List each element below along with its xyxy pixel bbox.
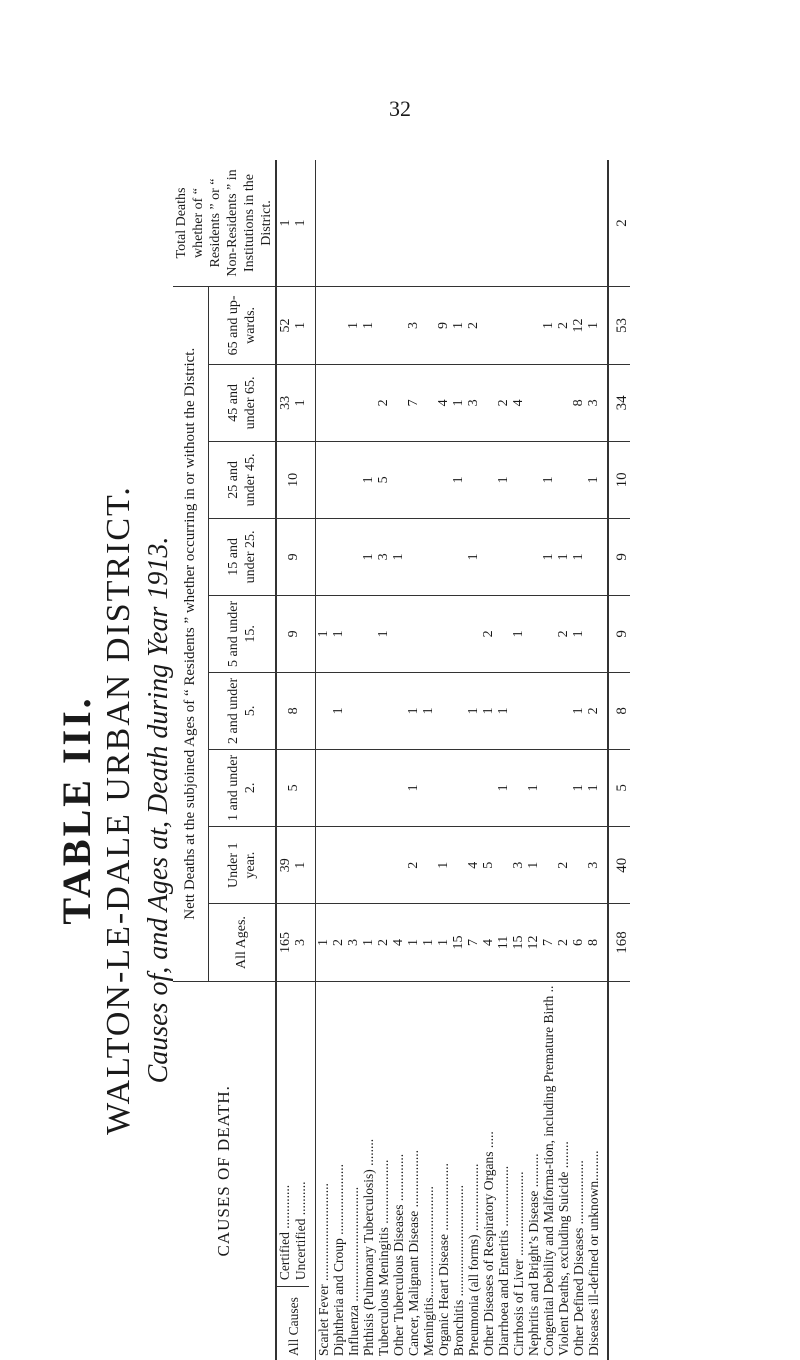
cause-row xyxy=(361,160,376,1360)
value-cell xyxy=(451,826,466,904)
value-cell: 1 xyxy=(346,286,361,364)
value-cell: 1 xyxy=(496,441,511,518)
value-cell: 1 xyxy=(496,672,511,749)
certified-value: 33 xyxy=(278,395,293,410)
value-cell: 1 xyxy=(556,518,571,595)
value-cell xyxy=(421,749,436,826)
value-cell: 1 xyxy=(526,826,541,904)
value-cell: 2 xyxy=(608,160,630,286)
uncertified-value: 3 xyxy=(293,939,308,947)
value-cell xyxy=(391,826,406,904)
value-cell: 2 xyxy=(496,364,511,441)
cause-label: Scarlet Fever ............................. xyxy=(316,981,332,1360)
value-cell: 10 xyxy=(608,441,630,518)
cause-label: Diseases ill-defined or unknown......... xyxy=(586,981,608,1360)
value-cell: 9 xyxy=(608,595,630,672)
value-cell xyxy=(511,160,526,286)
value-cell xyxy=(541,160,556,286)
value-cell xyxy=(361,826,376,904)
value-cell xyxy=(481,364,496,441)
value-cell xyxy=(436,595,451,672)
totals-row xyxy=(608,160,630,1360)
uncertified-value: 1 xyxy=(293,219,308,227)
cause-row xyxy=(496,160,511,1360)
value-cell: 3 xyxy=(406,286,421,364)
value-cell: 1 xyxy=(406,672,421,749)
cause-label: Bronchitis ................................. xyxy=(451,981,466,1360)
value-cell: 2 xyxy=(376,364,391,441)
certified-value: 10 xyxy=(285,472,301,487)
total-deaths-header: Total Deaths whether of “ Residents ” or “ Non-Residents ” in Institutions in the District. xyxy=(173,160,276,286)
all-causes-value-cell xyxy=(276,364,316,441)
value-cell: 6 xyxy=(571,904,586,981)
age-header: 65 and up-wards. xyxy=(208,286,276,364)
value-cell xyxy=(346,826,361,904)
value-cell xyxy=(346,749,361,826)
value-cell xyxy=(436,749,451,826)
cause-row xyxy=(391,160,406,1360)
value-cell xyxy=(451,749,466,826)
value-cell: 1 xyxy=(571,518,586,595)
value-cell: 1 xyxy=(451,441,466,518)
value-cell xyxy=(376,749,391,826)
uncertified-label: Uncertified .......... xyxy=(293,1181,308,1281)
value-cell: 1 xyxy=(361,286,376,364)
certified-value: 52 xyxy=(278,318,293,333)
value-cell: 1 xyxy=(406,749,421,826)
age-header: Under 1 year. xyxy=(208,826,276,904)
value-cell: 1 xyxy=(451,286,466,364)
value-cell xyxy=(466,160,481,286)
all-causes-value-cell xyxy=(276,160,316,286)
all-causes-row xyxy=(276,160,316,1360)
value-cell xyxy=(376,286,391,364)
cause-label: Other Defined Diseases ................... xyxy=(571,981,586,1360)
age-header: 1 and under 2. xyxy=(208,749,276,826)
cause-label: Pneumonia (all forms) .................... xyxy=(466,981,481,1360)
table-body xyxy=(276,160,608,1360)
certified-value: 8 xyxy=(285,707,301,715)
cause-label: Tuberculous Meningitis ................... xyxy=(376,981,391,1360)
value-cell: 3 xyxy=(346,904,361,981)
value-cell xyxy=(511,749,526,826)
value-cell xyxy=(556,160,571,286)
value-cell: 1 xyxy=(541,441,556,518)
cause-row xyxy=(481,160,496,1360)
value-cell xyxy=(346,518,361,595)
all-causes-value-cell xyxy=(276,595,316,672)
cause-label: Meningitis................................. xyxy=(421,981,436,1360)
certified-value: 165 xyxy=(278,932,293,954)
value-cell xyxy=(511,518,526,595)
value-cell xyxy=(331,286,346,364)
uncertified-value: 1 xyxy=(293,321,308,329)
value-cell: 2 xyxy=(556,826,571,904)
value-cell xyxy=(556,672,571,749)
deaths-table xyxy=(173,160,630,1360)
value-cell: 2 xyxy=(556,286,571,364)
value-cell: 5 xyxy=(376,441,391,518)
value-cell: 7 xyxy=(466,904,481,981)
value-cell xyxy=(571,160,586,286)
value-cell: 4 xyxy=(391,904,406,981)
age-header: All Ages. xyxy=(208,904,276,981)
value-cell: 5 xyxy=(608,749,630,826)
value-cell xyxy=(436,441,451,518)
value-cell: 2 xyxy=(466,286,481,364)
value-cell xyxy=(526,286,541,364)
cause-label: Nephritis and Bright’s Disease .......... xyxy=(526,981,541,1360)
value-cell xyxy=(406,595,421,672)
value-cell xyxy=(316,160,332,286)
value-cell xyxy=(391,749,406,826)
value-cell xyxy=(406,441,421,518)
value-cell xyxy=(316,364,332,441)
cause-row xyxy=(451,160,466,1360)
value-cell xyxy=(541,595,556,672)
value-cell xyxy=(511,286,526,364)
value-cell xyxy=(421,595,436,672)
value-cell: 1 xyxy=(496,749,511,826)
value-cell xyxy=(346,441,361,518)
age-header: 45 and under 65. xyxy=(208,364,276,441)
value-cell xyxy=(346,595,361,672)
value-cell: 1 xyxy=(421,672,436,749)
value-cell: 12 xyxy=(571,286,586,364)
value-cell: 1 xyxy=(451,364,466,441)
value-cell xyxy=(316,672,332,749)
value-cell xyxy=(376,160,391,286)
value-cell xyxy=(316,518,332,595)
value-cell xyxy=(436,518,451,595)
uncertified-value: 1 xyxy=(293,861,308,869)
value-cell: 1 xyxy=(331,672,346,749)
value-cell xyxy=(361,160,376,286)
all-causes-value-cell xyxy=(276,749,316,826)
value-cell: 1 xyxy=(541,286,556,364)
value-cell: 1 xyxy=(586,749,608,826)
value-cell xyxy=(361,672,376,749)
cause-row xyxy=(376,160,391,1360)
value-cell xyxy=(541,364,556,441)
value-cell xyxy=(571,441,586,518)
cause-label: Violent Deaths, excluding Suicide ........ xyxy=(556,981,571,1360)
rotated-table-sheet xyxy=(55,140,755,1360)
certified-value: 9 xyxy=(285,553,301,561)
value-cell xyxy=(541,749,556,826)
value-cell xyxy=(316,441,332,518)
value-cell xyxy=(481,441,496,518)
value-cell xyxy=(331,364,346,441)
value-cell: 40 xyxy=(608,826,630,904)
cause-label: Congenital Debility and Malforma-tion, including Premature Birth .. xyxy=(541,981,556,1360)
value-cell xyxy=(451,672,466,749)
value-cell xyxy=(481,286,496,364)
value-cell xyxy=(481,160,496,286)
value-cell xyxy=(361,595,376,672)
cause-label: Organic Heart Disease .................... xyxy=(436,981,451,1360)
cause-row xyxy=(421,160,436,1360)
value-cell: 1 xyxy=(406,904,421,981)
certified-value: 39 xyxy=(278,858,293,873)
value-cell xyxy=(391,672,406,749)
value-cell xyxy=(361,749,376,826)
causes-header: CAUSES OF DEATH. xyxy=(173,981,276,1360)
value-cell: 1 xyxy=(466,672,481,749)
value-cell: 2 xyxy=(331,904,346,981)
value-cell: 1 xyxy=(331,595,346,672)
value-cell: 1 xyxy=(586,286,608,364)
value-cell xyxy=(331,518,346,595)
value-cell xyxy=(496,595,511,672)
value-cell: 1 xyxy=(376,595,391,672)
value-cell xyxy=(376,826,391,904)
value-cell xyxy=(406,518,421,595)
value-cell: 5 xyxy=(481,826,496,904)
age-header: 5 and under 15. xyxy=(208,595,276,672)
cause-label: Other Diseases of Respiratory Organs ..... xyxy=(481,981,496,1360)
table-title: TABLE III. xyxy=(54,695,99,925)
value-cell xyxy=(586,518,608,595)
value-cell xyxy=(526,364,541,441)
value-cell xyxy=(496,826,511,904)
value-cell xyxy=(331,441,346,518)
value-cell: 3 xyxy=(511,826,526,904)
value-cell: 15 xyxy=(451,904,466,981)
value-cell: 2 xyxy=(556,595,571,672)
value-cell xyxy=(451,518,466,595)
value-cell: 3 xyxy=(586,826,608,904)
uncertified-value: 1 xyxy=(293,399,308,407)
value-cell: 1 xyxy=(316,595,332,672)
cause-row xyxy=(526,160,541,1360)
certified-value: 1 xyxy=(278,219,293,227)
table-heading xyxy=(55,260,179,1360)
value-cell xyxy=(331,826,346,904)
all-causes-value-cell xyxy=(276,672,316,749)
value-cell xyxy=(346,160,361,286)
value-cell: 9 xyxy=(436,286,451,364)
value-cell: 4 xyxy=(511,364,526,441)
value-cell xyxy=(586,595,608,672)
value-cell: 15 xyxy=(511,904,526,981)
value-cell xyxy=(451,160,466,286)
value-cell xyxy=(526,160,541,286)
value-cell: 1 xyxy=(436,904,451,981)
cause-row xyxy=(346,160,361,1360)
value-cell xyxy=(466,749,481,826)
district-name: WALTON-LE-DALE URBAN DISTRICT. xyxy=(100,485,137,1135)
value-cell xyxy=(391,364,406,441)
value-cell: 7 xyxy=(541,904,556,981)
value-cell: 1 xyxy=(466,518,481,595)
cause-row xyxy=(541,160,556,1360)
value-cell xyxy=(511,441,526,518)
value-cell xyxy=(421,364,436,441)
value-cell xyxy=(541,672,556,749)
all-causes-label: All Causes xyxy=(285,1297,301,1356)
value-cell xyxy=(391,595,406,672)
value-cell: 1 xyxy=(361,904,376,981)
value-cell: 1 xyxy=(571,749,586,826)
value-cell: 168 xyxy=(608,904,630,981)
value-cell xyxy=(421,160,436,286)
value-cell xyxy=(346,364,361,441)
value-cell xyxy=(496,160,511,286)
cause-row xyxy=(436,160,451,1360)
value-cell xyxy=(436,160,451,286)
value-cell: 4 xyxy=(481,904,496,981)
certified-label: Certified ............. xyxy=(277,1184,292,1281)
value-cell xyxy=(361,364,376,441)
value-cell: 1 xyxy=(541,518,556,595)
cause-label: Cirrhosis of Liver ......................... xyxy=(511,981,526,1360)
age-header: 2 and under 5. xyxy=(208,672,276,749)
all-causes-value-cell xyxy=(276,904,316,981)
cause-row xyxy=(556,160,571,1360)
value-cell: 2 xyxy=(481,595,496,672)
cause-label: Diarrhoea and Enteritis .................. xyxy=(496,981,511,1360)
all-causes-value-cell xyxy=(276,826,316,904)
value-cell: 34 xyxy=(608,364,630,441)
value-cell: 2 xyxy=(406,826,421,904)
cause-row xyxy=(466,160,481,1360)
cause-row xyxy=(316,160,332,1360)
value-cell xyxy=(376,672,391,749)
certified-value: 5 xyxy=(285,784,301,792)
value-cell xyxy=(391,286,406,364)
age-header: 25 and under 45. xyxy=(208,441,276,518)
value-cell: 8 xyxy=(586,904,608,981)
value-cell xyxy=(421,826,436,904)
value-cell: 53 xyxy=(608,286,630,364)
cause-label: Phthisis (Pulmonary Tuberculosis) ........ xyxy=(361,981,376,1360)
value-cell xyxy=(421,518,436,595)
value-cell: 11 xyxy=(496,904,511,981)
cause-label: Influenza .................................. xyxy=(346,981,361,1360)
cause-row xyxy=(406,160,421,1360)
value-cell xyxy=(421,441,436,518)
cause-row xyxy=(511,160,526,1360)
value-cell: 2 xyxy=(586,672,608,749)
value-cell: 4 xyxy=(466,826,481,904)
nett-deaths-header: Nett Deaths at the subjoined Ages of “ Residents ” whether occurring in or without the District. xyxy=(173,286,208,981)
value-cell xyxy=(316,749,332,826)
value-cell: 1 xyxy=(436,826,451,904)
value-cell: 9 xyxy=(608,518,630,595)
value-cell xyxy=(406,160,421,286)
value-cell xyxy=(451,595,466,672)
value-cell: 4 xyxy=(436,364,451,441)
value-cell: 7 xyxy=(406,364,421,441)
value-cell xyxy=(496,286,511,364)
value-cell xyxy=(466,441,481,518)
value-cell: 1 xyxy=(481,672,496,749)
value-cell: 2 xyxy=(556,904,571,981)
all-causes-value-cell xyxy=(276,518,316,595)
age-header: 15 and under 25. xyxy=(208,518,276,595)
value-cell xyxy=(571,826,586,904)
all-causes-value-cell xyxy=(276,286,316,364)
table-subtitle: Causes of, and Ages at, Death during Year 1913. xyxy=(143,536,174,1084)
value-cell: 1 xyxy=(361,518,376,595)
value-cell xyxy=(586,160,608,286)
value-cell: 3 xyxy=(376,518,391,595)
value-cell: 1 xyxy=(526,749,541,826)
value-cell xyxy=(481,518,496,595)
cause-label: Diphtheria and Croup ..................... xyxy=(331,981,346,1360)
cause-row xyxy=(586,160,608,1360)
value-cell xyxy=(556,441,571,518)
value-cell: 3 xyxy=(466,364,481,441)
value-cell: 1 xyxy=(511,595,526,672)
cause-row xyxy=(571,160,586,1360)
value-cell: 1 xyxy=(391,518,406,595)
value-cell xyxy=(436,672,451,749)
cause-label: Cancer, Malignant Disease ................. xyxy=(406,981,421,1360)
value-cell xyxy=(526,672,541,749)
page-number: 32 xyxy=(389,96,411,121)
value-cell xyxy=(556,364,571,441)
value-cell xyxy=(346,672,361,749)
value-cell: 8 xyxy=(571,364,586,441)
value-cell xyxy=(541,826,556,904)
value-cell: 1 xyxy=(586,441,608,518)
value-cell xyxy=(466,595,481,672)
value-cell xyxy=(526,595,541,672)
value-cell xyxy=(391,160,406,286)
cause-label: Other Tuberculous Diseases .............. xyxy=(391,981,406,1360)
value-cell: 12 xyxy=(526,904,541,981)
value-cell: 8 xyxy=(608,672,630,749)
value-cell xyxy=(421,286,436,364)
value-cell xyxy=(316,826,332,904)
certified-value: 9 xyxy=(285,630,301,638)
value-cell xyxy=(511,672,526,749)
value-cell xyxy=(391,441,406,518)
value-cell xyxy=(481,749,496,826)
value-cell: 2 xyxy=(376,904,391,981)
value-cell xyxy=(526,441,541,518)
cause-row xyxy=(331,160,346,1360)
value-cell xyxy=(496,518,511,595)
all-causes-value-cell xyxy=(276,441,316,518)
all-causes-cell xyxy=(276,981,316,1360)
value-cell: 3 xyxy=(586,364,608,441)
value-cell xyxy=(526,518,541,595)
value-cell xyxy=(331,160,346,286)
value-cell: 1 xyxy=(571,595,586,672)
value-cell: 1 xyxy=(361,441,376,518)
value-cell xyxy=(556,749,571,826)
value-cell xyxy=(316,286,332,364)
value-cell xyxy=(331,749,346,826)
value-cell: 1 xyxy=(571,672,586,749)
value-cell: 1 xyxy=(421,904,436,981)
value-cell: 1 xyxy=(316,904,332,981)
